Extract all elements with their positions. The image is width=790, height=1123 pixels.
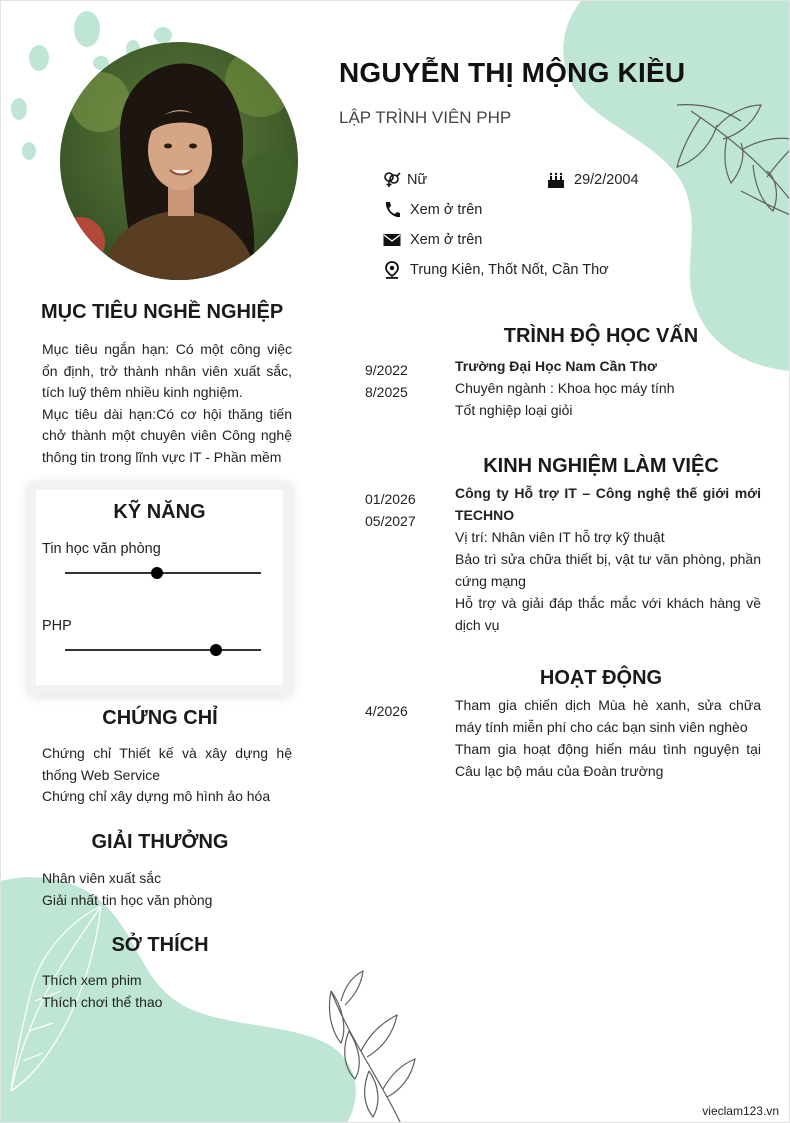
award-item: Nhân viên xuất sắc xyxy=(42,870,162,886)
education-entry xyxy=(455,355,761,421)
profile-photo xyxy=(60,42,298,280)
skill-name: PHP xyxy=(42,618,72,634)
career-objective-title: MỤC TIÊU NGHỀ NGHIỆP xyxy=(41,301,284,323)
short-term-goal: Mục tiêu ngắn hạn: Có một công việc ổn định, trở thành nhân viên xuất sắc, tích luỹ thêm nhiều kinh nghiệm. xyxy=(42,341,292,400)
slider-knob xyxy=(210,644,222,656)
phone-row xyxy=(382,201,482,219)
skills-card xyxy=(27,481,293,695)
job-title: LẬP TRÌNH VIÊN PHP xyxy=(339,108,512,127)
experience-dates xyxy=(365,488,416,532)
education-title: TRÌNH ĐỘ HỌC VẤN xyxy=(503,325,699,347)
mint-dot xyxy=(74,11,100,47)
mint-dot xyxy=(11,98,27,120)
certificates-list xyxy=(42,743,292,808)
envelope-icon xyxy=(382,231,402,249)
slider-track xyxy=(65,649,261,651)
education-start-date: 9/2022 xyxy=(365,362,408,378)
education-end-date: 8/2025 xyxy=(365,384,408,400)
skills-card-inner xyxy=(36,490,283,685)
activity-date: 4/2026 xyxy=(365,703,408,719)
email-value: Xem ở trên xyxy=(410,232,483,248)
grade: Tốt nghiệp loại giỏi xyxy=(455,402,573,418)
major: Chuyên ngành : Khoa học máy tính xyxy=(455,380,675,396)
mint-dot xyxy=(154,27,172,43)
mint-dot xyxy=(22,142,36,160)
experience-entry xyxy=(455,482,761,636)
career-objective-text xyxy=(42,339,292,468)
award-item: Giải nhất tin học văn phòng xyxy=(42,891,213,908)
activity-item: Tham gia chiến dịch Mùa hè xanh, sửa chữa máy tính miễn phí cho các bạn sinh viên nghèo xyxy=(455,697,761,735)
skill-level-slider xyxy=(65,643,261,657)
mint-dot xyxy=(29,45,49,71)
certificate-item: Chứng chỉ xây dựng mô hình ảo hóa xyxy=(42,788,271,804)
location-pin-icon xyxy=(382,261,402,279)
job-duty: Bảo trì sửa chữa thiết bị, vật tư văn phòng, phần cứng mạng xyxy=(455,551,761,589)
certificates-title: CHỨNG CHỈ xyxy=(102,707,218,729)
job-duty: Hỗ trợ và giải đáp thắc mắc với khách hàng về dịch vụ xyxy=(455,595,761,633)
education-dates xyxy=(365,359,408,403)
birthdate-value: 29/2/2004 xyxy=(574,172,639,188)
gender-value: Nữ xyxy=(407,172,428,188)
experience-start-date: 01/2026 xyxy=(365,491,416,507)
gender-row xyxy=(382,171,427,189)
skills-title: KỸ NĂNG xyxy=(113,501,206,523)
address-row xyxy=(382,261,609,279)
experience-title: KINH NGHIỆM LÀM VIỆC xyxy=(483,455,719,477)
birthdate-row xyxy=(546,171,639,189)
phone-value: Xem ở trên xyxy=(410,202,483,218)
hobby-item: Thích xem phim xyxy=(42,972,142,988)
skill-name: Tin học văn phòng xyxy=(42,541,161,557)
slider-knob xyxy=(151,567,163,579)
awards-title: GIẢI THƯỞNG xyxy=(91,831,229,853)
hobby-item: Thích chơi thể thao xyxy=(42,993,163,1010)
company-name: Công ty Hỗ trợ IT – Công nghệ thế giới mới TECHNO xyxy=(455,485,761,523)
school-name: Trường Đại Học Nam Cần Thơ xyxy=(455,358,657,374)
job-position: Vị trí: Nhân viên IT hỗ trợ kỹ thuật xyxy=(455,529,665,545)
certificate-item: Chứng chỉ Thiết kế và xây dựng hệ thống Web Service xyxy=(42,745,292,783)
activities-entry xyxy=(455,694,761,782)
awards-list xyxy=(42,868,292,911)
activities-title: HOẠT ĐỘNG xyxy=(539,667,663,689)
birthday-cake-icon xyxy=(546,171,566,189)
long-term-goal: Mục tiêu dài hạn:Có cơ hội thăng tiến chở thành một chuyên viên Công nghệ thông tin trong lĩnh vực IT - Phần mềm xyxy=(42,405,292,465)
email-row xyxy=(382,231,482,249)
phone-icon xyxy=(382,201,402,219)
experience-end-date: 05/2027 xyxy=(365,513,416,529)
hobbies-title: SỞ THÍCH xyxy=(111,934,209,956)
activity-item: Tham gia hoạt động hiến máu tình nguyện tại Câu lạc bộ máu của Đoàn trường xyxy=(455,741,761,779)
candidate-name: NGUYỄN THỊ MỘNG KIỀU xyxy=(339,57,686,88)
footer-brand: vieclam123.vn xyxy=(702,1104,779,1118)
hobbies-list xyxy=(42,970,292,1013)
address-value: Trung Kiên, Thốt Nốt, Cần Thơ xyxy=(410,262,609,278)
gender-icon xyxy=(382,171,402,189)
skill-level-slider xyxy=(65,566,261,580)
